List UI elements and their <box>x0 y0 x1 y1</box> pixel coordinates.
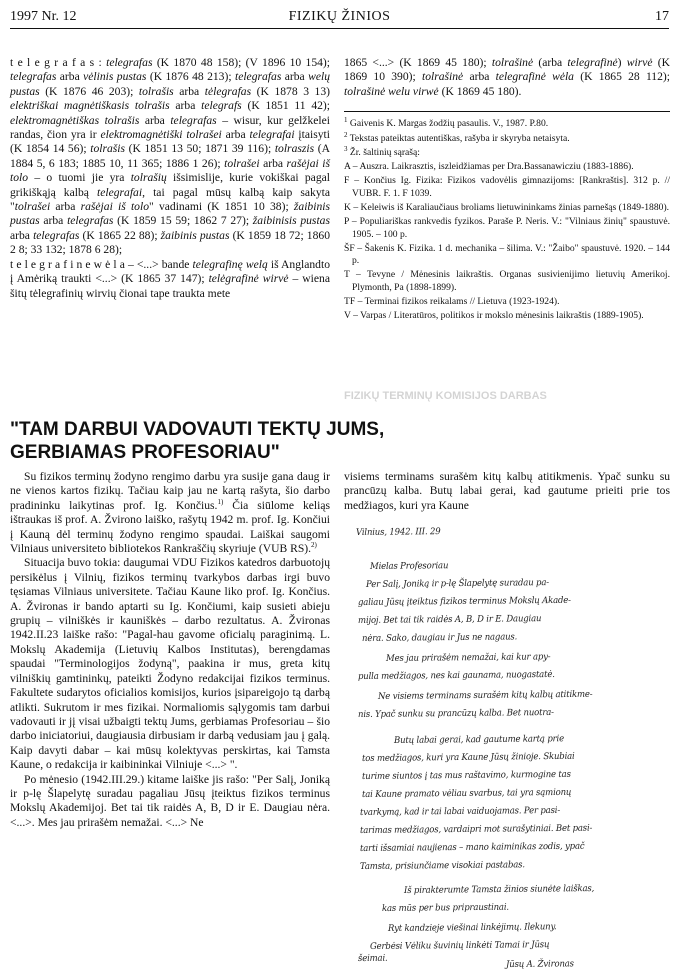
article-title-line: GERBIAMAS PROFESORIAU" <box>10 442 280 463</box>
journal-title: FIZIKŲ ŽINIOS <box>288 9 391 24</box>
page-number: 17 <box>655 9 669 24</box>
article-right-column <box>344 470 670 513</box>
top-right-column <box>344 56 670 325</box>
article-paragraph: Su fizikos terminų žodyno rengimo darbu yra susije gana daug ir ne vienos kartos fizikų. Tačiau kaip jau ne kartą rašyta, šio darbo pradininku laikytinas prof. Ig. Končius.$^{1)}$ Čia siūlome keliąs ištraukas iš prof. A. Žvirono laiško, rašytų 1942 m. prof. Ig. Končiui į Kauną dėl terminų žodyno rengimo spaudai. Laiškai saugomi Vilniaus universiteto bibliotekos Rankraščių skyriuje (VUB RS).$^{2)}$ <box>10 470 330 556</box>
year-issue: 1997 Nr. 12 <box>10 9 77 24</box>
handwritten-line: Butų labai gerai, kad gautume kartą prie <box>393 734 564 746</box>
handwritten-line: Gerbėsi Vėliku šuvinių linkėti Tamai ir Jūsų <box>369 940 550 952</box>
source-item: A – Auszra. Laikrasztis, iszleidžiamas per Dra.Bassanawicziu (1883-1886). <box>344 161 634 173</box>
source-item: T – Tevyne / Mėnesinis laikraštis. Organas susivienijimo lietuvių Amerikoj. Plymonth, Pa (1898-1899). <box>344 269 670 293</box>
page-header <box>10 6 669 29</box>
handwritten-line: tarimas medžiagos, vardaipri mot surašytiniai. Bet pasi- <box>359 823 593 836</box>
footnote-item: $^3$ Žr. šaltinių sąrašą: <box>344 144 420 158</box>
article-paragraph: Situacija buvo tokia: daugumai VDU Fizikos katedros darbuotojų persikėlus į Vilnių, fizikos terminų tvarkybos darbas irgi buvo tęsiamas Vilniaus universitete. Tačiau Kaune liko prof. Ig. Končius. A. Žvironas ir bando aptarti su Ig. Končiumi, kaip susieti abieju grupių – vilniškės ir kauniškės – darbo rezultatus. A. Žvironas 1942.II.23 laiške rašo: "Pagal-hau gavome oficialų paraginimą. L. Mokslų Akademija (Lietuvių Kalbos Institutas), berengdamas spaudai "Terminologijos žodyną", paakina ir mus, greta kitų vilniškių gamtininkų, pateikti Žodyno redakcijai fizikos terminus. Fakultete sudarytos oficialios komisijos, kurios įsipareigojo tą darbą atlikti. Sukrutom ir mes fizikai. Normaliomis sąlygomis tam darbui vadovauti ir jį visai užbaigti tektų Jums, gerbiamas Profesoriau – šio darbo iniciatoriui, daugiausia dirbusiam ir darbą vedusiam jau į galą. Kaip davyti dabar – kai mūsų kolektyvas perskirtas, kai Tamsta Kaune, o redakcija ir kaibininkai Vilniuje <...> ". <box>10 556 330 772</box>
handwritten-line: Vilnius, 1942. III. 29 <box>355 527 441 538</box>
handwritten-line: Jūsų A. Žvironas <box>505 959 574 970</box>
article-paragraph: visiems terminams surašėm kitų kalbų atitikmenis. Ypač sunku su prancūzų kalba. Butų labai gerai, kad gautume prieiti prie tos medžiagos, kuri yra Kaune <box>344 470 670 512</box>
footnotes <box>344 111 670 322</box>
handwritten-line: turime siuntos į tas mus raštavimo, kurmogine tas <box>361 769 571 782</box>
handwritten-line: tarti išsamiai naujienas – mano kaiminikas zodis, ypač <box>359 841 585 854</box>
handwritten-line: Iš pirakterumte Tamsta žinios siunėte laiškas, <box>403 884 595 896</box>
handwritten-line: Tamsta, prisiunčiame visokiai pastabas. <box>359 860 525 872</box>
footnote-item: $^1$ Gaivenis K. Margas žodžių pasaulis. V., 1987. P.80. <box>344 116 549 130</box>
handwritten-line: galiau Jūsų įteiktus fizikos terminus Mokslų Akade- <box>357 595 571 608</box>
bleed-through-text: FIZIKŲ TERMINŲ KOMISIJOS DARBAS <box>344 390 547 402</box>
term-entry-telegrafine-wela: t e l e g r a f i n e w ė l a – <...> bande telegrafinę welą iš Anglandto į Amėriką traukti <...> (K 1865 37 147); telėgrafinė wirvė – wiena šitų tėlegrafinių wirvių čionai tape traukta mete <box>10 257 330 300</box>
article-paragraph: Po mėnesio (1942.III.29.) kitame laiške jis rašo: "Per Salį, Joniką ir p-lę Šlapelytę suradau pagaliau Jūsų įteiktus fizikos terminus Mokslų Akademijoj. Bet tai tik raidės A, B, D ir E. Daugiau nėra. <...>. Mes jau prirašėm nemažai. <...> Ne <box>10 772 330 829</box>
handwritten-line: nėra. Sako, daugiau ir Jus ne nagaus. <box>361 632 518 644</box>
handwritten-line: šeimai. <box>357 953 388 964</box>
article-title-line: "TAM DARBUI VADOVAUTI TEKTŲ JUMS, <box>10 419 385 440</box>
source-item: P – Populiariškas rankvedis fyzikos. Paraše P. Neris. V.: "Vilniaus žinių" spaustuvė. 1905. – 100 p. <box>344 216 670 240</box>
handwritten-line: kas mūs per bus pripraustinai. <box>381 902 509 914</box>
term-entry-telegrafas: t e l e g r a f a s : telegrafas (K 1870 48 158); (V 1896 10 154); telegrafas arba vėlinis pustas (K 1876 48 213); telegrafas arba welų pustas (K 1876 46 203); tolrašis arba tėlegrafas (K 1878 3 13) elektriškai magnėtiškasis tolrašis arba telegrafs (K 1851 11 42); elektromagnėtiškas tolrašis arba telegrafas – wisur, kur gelžkelei randas, čion yra ir elektromagnėtiški tolrašei arba telegrafai įtaisyti (K 1854 14 56); tolrašis (K 1851 13 50; 1871 39 116); tolraszis (A 1884 5, 6 183; 1885 10, 11 365; 1886 1 26); tolrašei arba rašėjai iš tolo – o tuomi jie yra tolrašių išsimislije, kurie vokiškai pagal grikiškąją kalbą telegrafai, tai pagal mūsų kalbą kaip sakyta "tolrašei arba rašėjai iš tolo" vadinami (K 1851 10 38); žaibinis pustas arba telegrafas (K 1859 15 59; 1862 7 27); žaibinisis pustas arba telegrafas (K 1865 22 88); žaibinis pustas (K 1859 18 72; 1860 2 8; 33 132; 1878 6 28); <box>10 56 331 257</box>
handwritten-letter-image <box>356 528 672 968</box>
footnote-item: $^2$ Tekstas pateiktas autentiškas, rašyba ir skyryba netaisyta. <box>344 130 570 144</box>
handwritten-line: tos medžiagos, kuri yra Kaune Jūsų žinioje. Skubiai <box>361 751 575 764</box>
top-left-column <box>10 56 330 301</box>
footnote-divider <box>344 111 670 112</box>
handwritten-line: tvarkymą, kad ir tai labai vaiduojamas. Per pasi- <box>359 805 561 818</box>
handwritten-line: Ryt kandzieje viešinai linkėjimų. Ilekuny. <box>387 922 557 934</box>
handwritten-line: Mielas Profesoriau <box>369 561 449 572</box>
handwritten-line: tai Kaune pramato vėliau svarbus, tai yra sąmionų <box>361 787 572 800</box>
handwritten-line: Mes jau prirašėm nemažai, kai kur apy- <box>385 652 551 664</box>
handwritten-line: nis. Ypač sunku su prancūzų kalba. Bet nuotra- <box>357 707 554 720</box>
handwritten-line: pulla medžiagos, nes kai gaunama, nuogastatė. <box>357 669 555 682</box>
handwritten-line: mijoj. Bet tai tik raidės A, B, D ir E. Daugiau <box>357 614 542 626</box>
term-entry-continued: 1865 <...> (K 1869 45 180); tolrašinė (arba telegrafinė) wirvė (K 1869 10 390); tolrašinė arba telegrafinė wėla (K 1865 28 112); tolrašinė welu virwė (K 1869 45 180). <box>344 56 671 98</box>
handwritten-line: Per Salį, Joniką ir p-lę Šlapelytę suradau pa- <box>365 578 549 590</box>
article-title <box>10 418 670 464</box>
source-item: TF – Terminai fizikos reikalams // Lietuva (1923-1924). <box>344 296 560 308</box>
handwritten-line: Ne visiems terminams surašėm kitų kalbų atitikme- <box>377 689 593 702</box>
source-item: ŠF – Šakenis K. Fizika. 1 d. mechanika – šilima. V.: "Žaibo" spaustuvė. 1920. – 144 p. <box>344 242 670 267</box>
source-item: K – Keleiwis iš Karaliaučiaus broliams lietuwininkams žinias parnešąs (1849-1880). <box>344 202 670 213</box>
source-item: F – Končius Ig. Fizika: Fizikos vadovėlis gimnazijoms: [Rankraštis]. 312 p. // VUBR. F. 1. F 1039. <box>344 175 670 199</box>
source-item: V – Varpas / Literatūros, politikos ir mokslo mėnesinis laikraštis (1889-1905). <box>344 310 644 322</box>
article-left-column <box>10 470 330 830</box>
